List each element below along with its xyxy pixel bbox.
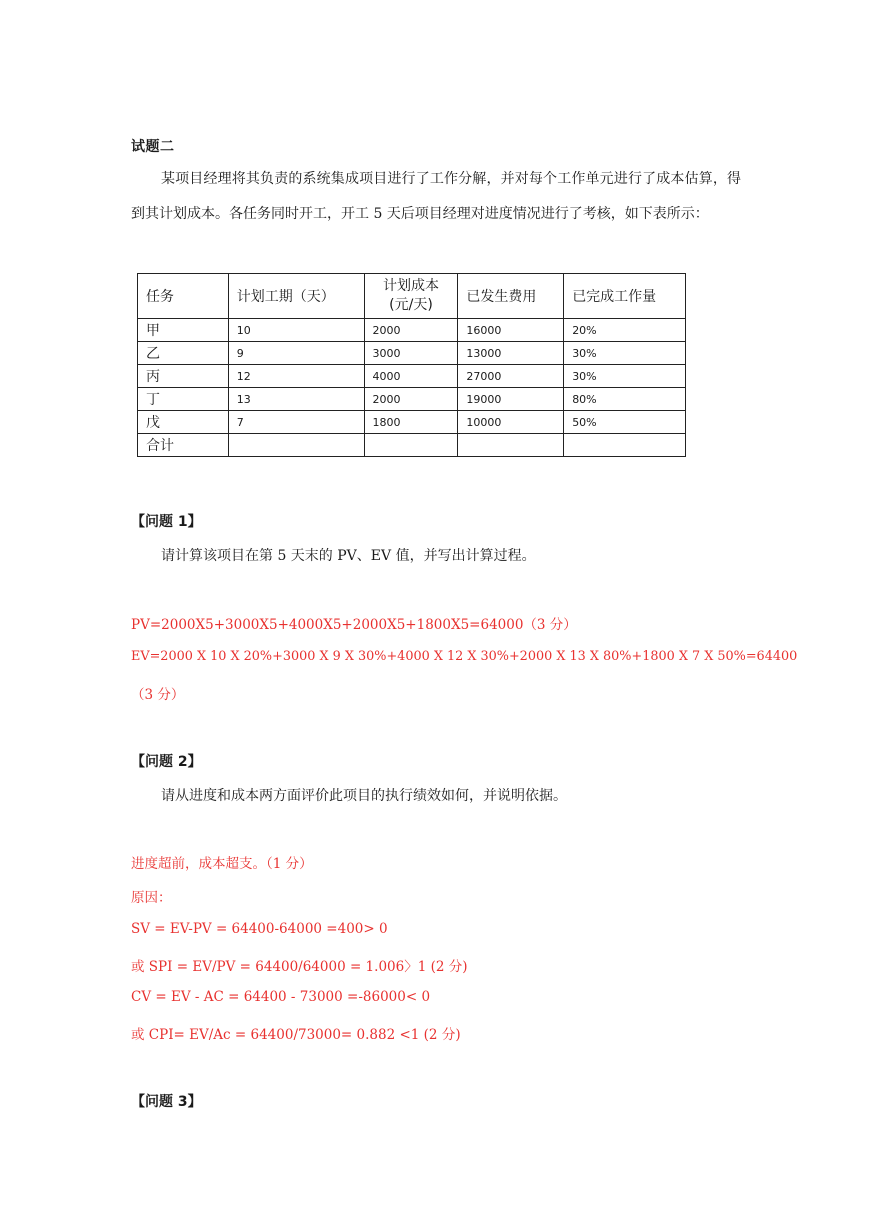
table-header-row [138,274,686,319]
cell-duration: 7 [228,411,364,434]
answer-1-ev: EV=2000 X 10 X 20%+3000 X 9 X 30%+4000 X 12 X 30%+2000 X 13 X 80%+1800 X 7 X 50%=64400 [131,649,798,664]
cell-completed: 20% [564,319,686,342]
cell-completed: 30% [564,365,686,388]
header-actual-cost: 已发生费用 [458,274,564,319]
header-planned-duration: 计划工期（天） [228,274,364,319]
cell-actual: 19000 [458,388,564,411]
answer-2-reason: 原因： [131,890,172,906]
cell-duration: 13 [228,388,364,411]
cell-task: 乙 [138,342,229,365]
answer-2-conclusion: 进度超前，成本超支。（1 分） [131,856,313,872]
answer-2-cv: CV = EV - AC = 64400 - 73000 =-86000< 0 [131,989,431,1005]
cell-cost [364,434,458,457]
question-1-heading: 【问题 1】 [131,514,202,530]
question-2-text: 请从进度和成本两方面评价此项目的执行绩效如何，并说明依据。 [161,788,567,804]
question-3-heading: 【问题 3】 [131,1094,202,1110]
cell-duration [228,434,364,457]
cell-task: 丁 [138,388,229,411]
cell-completed: 80% [564,388,686,411]
answer-2-spi: 或 SPI = EV/PV = 64400/64000 = 1.006〉1 (2 分) [131,959,468,975]
cell-duration: 10 [228,319,364,342]
question-2-heading: 【问题 2】 [131,754,202,770]
cell-cost: 3000 [364,342,458,365]
table-total-row [138,434,686,457]
cell-completed [564,434,686,457]
table-row [138,319,686,342]
header-completed-work: 已完成工作量 [564,274,686,319]
answer-2-cpi: 或 CPI= EV/Ac = 64400/73000= 0.882 <1 (2 分) [131,1027,461,1043]
cell-task: 合计 [138,434,229,457]
question-1-text: 请计算该项目在第 5 天末的 PV、EV 值，并写出计算过程。 [161,548,536,564]
task-table [137,273,686,457]
header-planned-cost [364,274,458,319]
answer-1-score: （3 分） [131,687,185,703]
table-row [138,342,686,365]
cell-task: 丙 [138,365,229,388]
answer-1-pv: PV=2000X5+3000X5+4000X5+2000X5+1800X5=64000（3 分） [131,617,577,633]
cell-cost: 1800 [364,411,458,434]
cell-actual [458,434,564,457]
table-row [138,411,686,434]
cell-actual: 10000 [458,411,564,434]
header-planned-cost-line2: (元/天) [389,297,433,313]
section-title: 试题二 [131,139,175,155]
cell-duration: 12 [228,365,364,388]
cell-task: 戊 [138,411,229,434]
header-planned-cost-line1: 计划成本 [382,278,439,294]
cell-cost: 2000 [364,388,458,411]
cell-task: 甲 [138,319,229,342]
table-row [138,388,686,411]
intro-paragraph: 某项目经理将其负责的系统集成项目进行了工作分解，并对每个工作单元进行了成本估算，得到其计划成本。各任务同时开工，开工 5 天后项目经理对进度情况进行了考核，如下表所示： [131,171,741,222]
cell-actual: 16000 [458,319,564,342]
table-row [138,365,686,388]
cell-actual: 27000 [458,365,564,388]
cell-cost: 4000 [364,365,458,388]
cell-duration: 9 [228,342,364,365]
cell-actual: 13000 [458,342,564,365]
cell-completed: 30% [564,342,686,365]
cell-cost: 2000 [364,319,458,342]
answer-2-sv: SV = EV-PV = 64400-64000 =400> 0 [131,921,388,937]
cell-completed: 50% [564,411,686,434]
header-task: 任务 [138,274,229,319]
task-table-container [137,273,686,457]
